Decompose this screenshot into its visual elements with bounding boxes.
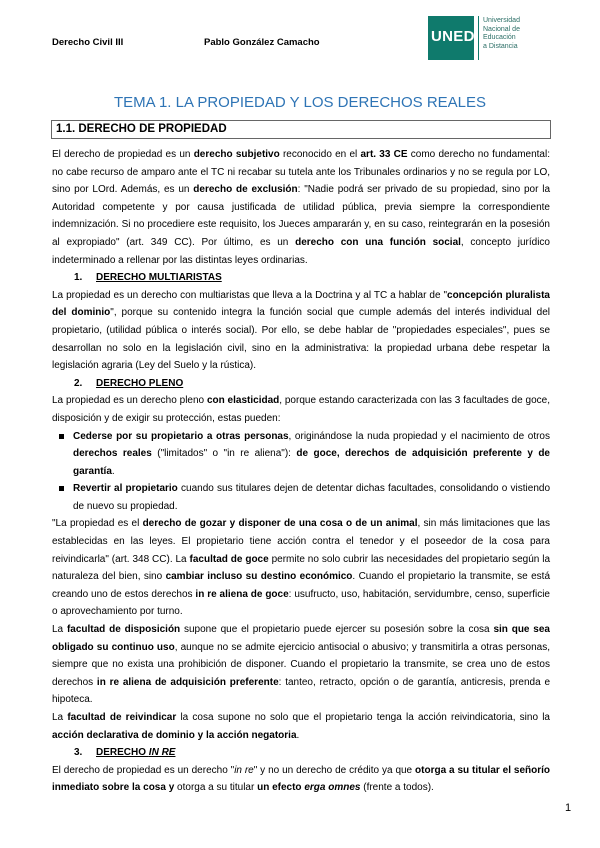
section-heading: 1.1. DERECHO DE PROPIEDAD bbox=[56, 123, 227, 135]
paragraph-in-re: El derecho de propiedad es un derecho "in re" y no un derecho de crédito ya que otorga a su titular el señorío inmediato sobre la cosa y otorga a su titular un efecto erga omnes (frente a todos). bbox=[52, 764, 551, 794]
document-body bbox=[52, 146, 550, 797]
subheading-pleno: 2. DERECHO PLENO bbox=[74, 377, 184, 389]
list-item: Cederse por su propietario a otras personas, originándose la nuda propiedad y el nacimiento de otros derechos reales ("limitados" o "in re aliena"): de goce, derechos de adquisición preferente y de garantía. bbox=[52, 428, 550, 481]
subheading-multiaristas: 1. DERECHO MULTIARISTAS bbox=[74, 272, 222, 284]
uned-logo-mark: UNED bbox=[428, 16, 474, 60]
document-title: TEMA 1. LA PROPIEDAD Y LOS DERECHOS REALES bbox=[113, 94, 487, 111]
header-author: Pablo González Camacho bbox=[204, 37, 320, 48]
paragraph-multiaristas: La propiedad es un derecho con multiaristas que lleva a la Doctrina y al TC a hablar de "concepción pluralista del dominio", porque su contenido integra la función social que cumple además del interés individual del propietario, (utilidad pública o interés social). Por ello, se debe hablar de "propiedades especiales", pues se desarrollan no solo en la legislación civil, sino en la administrativa: la propiedad urbana debe respetar la legislación agraria (Ley del Suelo y la rústica). bbox=[52, 289, 550, 372]
paragraph-disposicion: La facultad de disposición supone que el propietario puede ejercer su posesión sobre la cosa sin que sea obligado su continuo uso, aunque no se admite ejercicio antisocial o abusivo; y transmitirla a otras personas, siempre que no exista una prohibición de disponer. Cuando el propietario la transmite, se crea uno de estos derechos in re aliena de adquisición preferente: tanteo, retracto, opción o de garantía, anticresis, prenda e hipoteca. bbox=[52, 624, 551, 706]
paragraph-intro: El derecho de propiedad es un derecho subjetivo reconocido en el art. 33 CE como derecho no fundamental: no cabe recurso de amparo ante el TC ni recabar su tutela ante los Tribunales ordinarios y no se regula por LO, sino por LOrd. Además, es un derecho de exclusión: "Nadie podrá ser privado de su propiedad, sino por la Autoridad competente y por causa justificada de utilidad pública, previa siempre la correspondiente indemnización. Si no procediere este requisito, los Jueces ampararán y, en su caso, reintegrarán en la posesión al expropiado" (art. 349 CC). Por último, es un derecho con una función social, concepto jurídico indeterminado a rellenar por las distintas leyes ordinarias. bbox=[52, 149, 551, 266]
page-number: 1 bbox=[565, 802, 572, 814]
paragraph-art-348: "La propiedad es el derecho de gozar y disponer de una cosa o de un animal, sin más limitaciones que las establecidas en las leyes. El propietario tiene acción contra el tenedor y el poseedor de la cosa para reivindicarla" (art. 348 CC). La facultad de goce permite no solo cubrir las necesidades del propietario según la naturaleza del bien, sino cambiar incluso su destino económico. Cuando el propietario la transmite, se está creando uno de estos derechos in re aliena de goce: usufructo, uso, habitación, servidumbre, censo, superficie o aprovechamiento por turno. bbox=[52, 518, 551, 618]
bullet-list bbox=[52, 428, 550, 516]
paragraph-pleno: La propiedad es un derecho pleno con elasticidad, porque estando caracterizada con las 3 facultades de goce, disposición y de exigir su protección, estas pueden: bbox=[52, 395, 550, 424]
section-heading-box bbox=[51, 120, 551, 139]
list-item: Revertir al propietario cuando sus titulares dejen de detentar dichas facultades, consolidando o vistiendo de nuevo su propiedad. bbox=[52, 480, 550, 515]
uned-logo-text: Universidad Nacional de Educación a Distancia bbox=[483, 17, 520, 50]
subheading-in-re: 3. DERECHO IN RE bbox=[74, 747, 176, 759]
uned-logo bbox=[428, 16, 568, 60]
header-course: Derecho Civil III bbox=[52, 37, 124, 48]
paragraph-reivindicar: La facultad de reivindicar la cosa supone no solo que el propietario tenga la acción reivindicatoria, sino la acción declarativa de dominio y la acción negatoria. bbox=[52, 712, 550, 741]
